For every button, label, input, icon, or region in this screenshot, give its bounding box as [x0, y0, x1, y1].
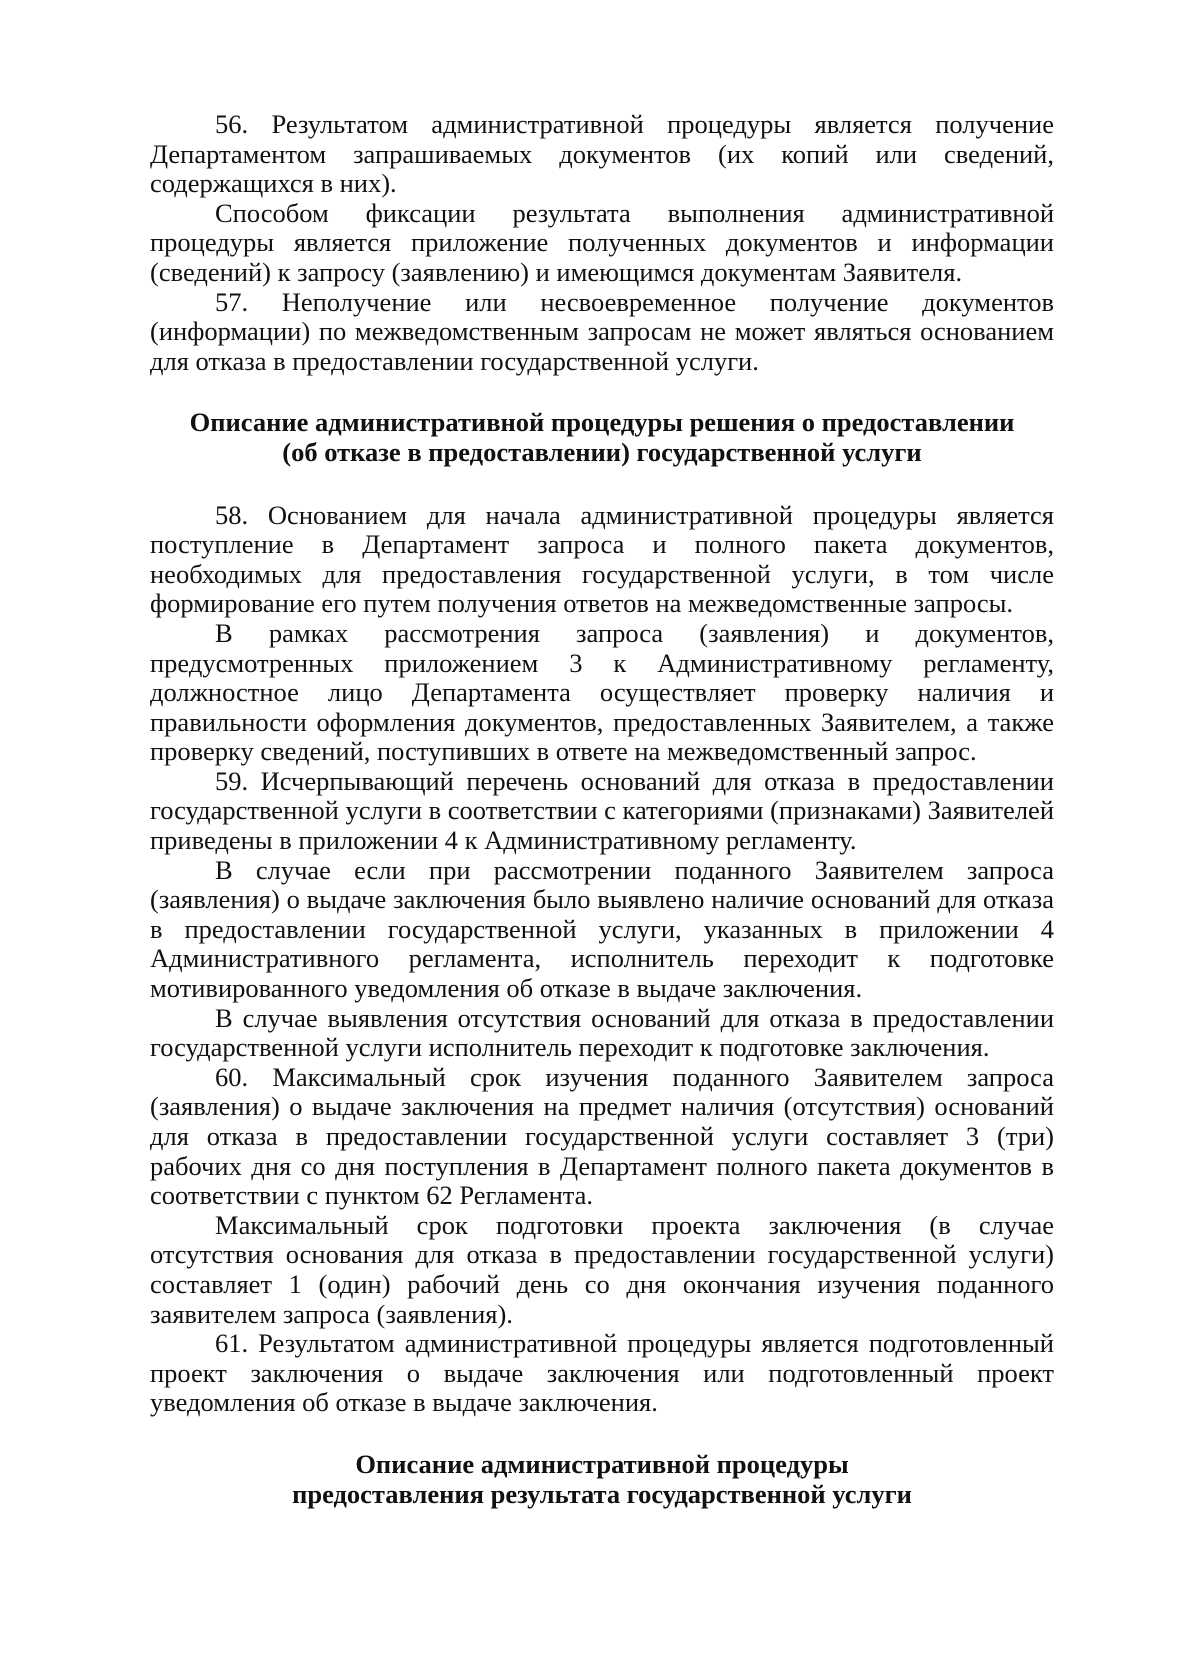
paragraph-58: 58. Основанием для начала административной процедуры является поступление в Департамент запроса и полного пакета документов, необходимых для предоставления государственной услуги, в том числе формирование его путем получения ответов на межведомственные запросы.: [150, 499, 1054, 619]
paragraph-60-draft-term: Максимальный срок подготовки проекта заключения (в случае отсутствия основания для отказа в предоставлении государственной услуги) составляет 1 (один) рабочий день со дня окончания изучения поданного заявителем запроса (заявления).: [150, 1209, 1054, 1329]
paragraph-59: 59. Исчерпывающий перечень оснований для отказа в предоставлении государственной услуги в соответствии с категориями (признаками) Заявителей приведены в приложении 4 к Административному регламенту.: [150, 765, 1055, 856]
heading-line: предоставления результата государственной услуги: [292, 1478, 912, 1509]
heading-line: Описание административной процедуры: [355, 1448, 849, 1479]
paragraph-56: 56. Результатом административной процедуры является получение Департаментом запрашиваемых документов (их копий или сведений, содержащихся в них).: [150, 109, 1054, 199]
paragraph-60: 60. Максимальный срок изучения поданного Заявителем запроса (заявления) о выдаче заключения на предмет наличия (отсутствия) оснований для отказа в предоставлении государственной услуги составляет 3 (три) рабочих дня со дня поступления в Департамент полного пакета документов в соответствии с пунктом 62 Регламента.: [150, 1061, 1054, 1211]
heading-line: (об отказе в предоставлении) государственной услуги: [282, 436, 922, 467]
paragraph-56-fixation: Способом фиксации результата выполнения административной процедуры является приложение полученных документов и информации (сведений) к запросу (заявлению) и имеющимся документам Заявителя.: [150, 197, 1054, 287]
paragraph-57: 57. Неполучение или несвоевременное получение документов (информации) по межведомственным запросам не может являться основанием для отказа в предоставлении государственной услуги.: [150, 286, 1054, 376]
paragraph-58-review: В рамках рассмотрения запроса (заявления) и документов, предусмотренных приложением 3 к Административному регламенту, должностное лицо Департамента осуществляет проверку наличия и правильности оформления документов, предоставленных Заявителем, а также проверку сведений, поступивших в ответе на межведомственный запрос.: [150, 617, 1054, 767]
paragraph-61: 61. Результатом административной процедуры является подготовленный проект заключения о выдаче заключения или подготовленный проект уведомления об отказе в выдаче заключения.: [150, 1328, 1054, 1418]
heading-line: Описание административной процедуры решения о предоставлении: [189, 407, 1015, 438]
document-body: [150, 110, 1054, 1509]
section-heading-decision: [150, 408, 1054, 467]
section-heading-result: [150, 1450, 1054, 1509]
paragraph-59-refusal: В случае если при рассмотрении поданного Заявителем запроса (заявления) о выдаче заключения было выявлено наличие оснований для отказа в предоставлении государственной услуги, указанных в приложении 4 Административного регламента, исполнитель переходит к подготовке мотивированного уведомления об отказе в выдаче заключения.: [150, 854, 1054, 1004]
section-decision-body: [150, 501, 1054, 1418]
paragraph-59-no-grounds: В случае выявления отсутствия оснований для отказа в предоставлении государственной услуги исполнитель переходит к подготовке заключения.: [150, 1002, 1054, 1063]
